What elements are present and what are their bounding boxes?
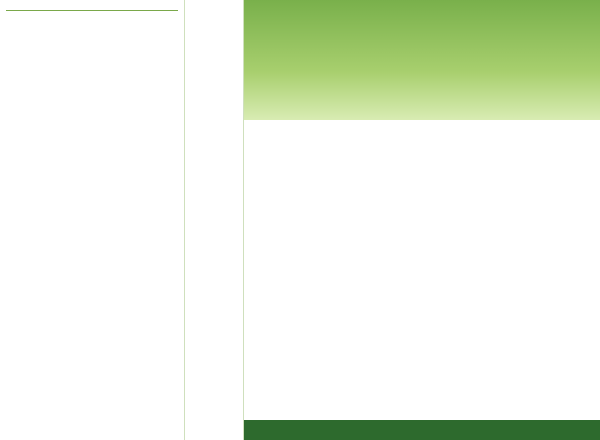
church-news-title (6, 8, 178, 11)
worship-staff-column (184, 0, 244, 440)
bulletin-main (244, 0, 600, 440)
broadcast-footer (244, 420, 600, 440)
service-section-title (244, 120, 600, 128)
banner (244, 0, 600, 120)
church-news-column (0, 0, 184, 440)
